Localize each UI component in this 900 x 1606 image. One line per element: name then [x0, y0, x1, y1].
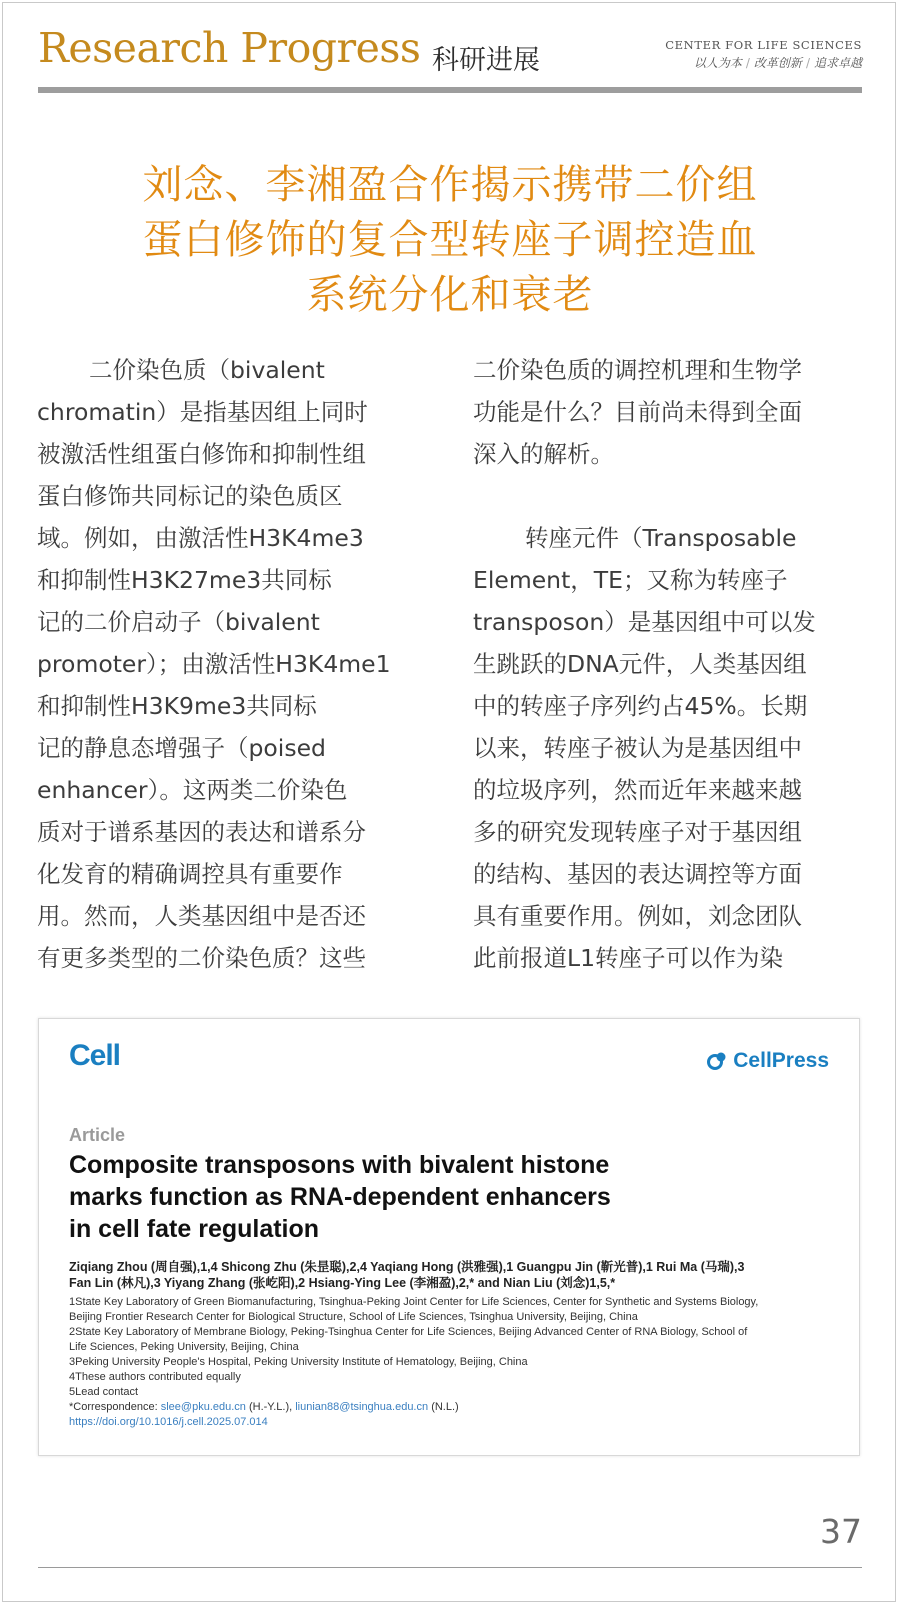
- section-title-en: Research Progress: [38, 24, 421, 72]
- body-line-text: 具有重要作用。例如，刘念团队: [473, 902, 802, 930]
- body-line: [37, 895, 429, 937]
- cellpress-text: CellPress: [733, 1049, 829, 1072]
- body-line: [473, 391, 865, 433]
- email-attribution-2: (N.L.): [431, 1401, 459, 1413]
- section-title-cn: 科研进展: [432, 45, 540, 76]
- body-line-text: 域。例如，由激活性H3K4me3: [37, 524, 364, 552]
- body-line-text: chromatin）是指基因组上同时: [37, 398, 368, 426]
- body-line: [37, 475, 429, 517]
- header-divider: [38, 87, 862, 93]
- body-line: [473, 895, 865, 937]
- body-line: [473, 349, 865, 391]
- body-line: [37, 559, 429, 601]
- affiliation-line: Beijing Frontier Research Center for Biological Structure, School of Life Sciences, Tsinghua University, Beijing, China: [69, 1311, 638, 1323]
- paper-title-line: in cell fate regulation: [69, 1215, 320, 1243]
- body-line: [37, 685, 429, 727]
- paper-affiliations: [69, 1295, 839, 1430]
- motto-1: 以人为本: [693, 56, 742, 70]
- motto-3: 追求卓越: [813, 56, 862, 70]
- body-line: [37, 601, 429, 643]
- body-line-text: 和抑制性H3K9me3共同标: [37, 692, 317, 720]
- body-line-text: 此前报道L1转座子可以作为染: [473, 944, 784, 972]
- body-line: [37, 391, 429, 433]
- body-line: [473, 517, 865, 559]
- body-line: [37, 853, 429, 895]
- cellpress-logo: [706, 1049, 829, 1073]
- body-line: [37, 727, 429, 769]
- body-line-text: 中的转座子序列约占45%。长期: [473, 692, 808, 720]
- body-line-text: 生跳跃的DNA元件，人类基因组: [473, 650, 807, 678]
- body-line-text: 蛋白修饰共同标记的染色质区: [37, 482, 343, 510]
- body-column-right: [473, 349, 865, 979]
- affiliation-line: 2State Key Laboratory of Membrane Biology, Peking-Tsinghua Center for Life Sciences, Beijing Advanced Center of RNA Biology, School of: [69, 1326, 748, 1338]
- body-line: [473, 433, 865, 475]
- motto-2: 改革创新: [753, 56, 802, 70]
- body-line: [473, 727, 865, 769]
- correspondence-label: *Correspondence:: [69, 1401, 158, 1413]
- body-line: [37, 349, 429, 391]
- body-line-text: promoter）；由激活性H3K4me1: [37, 650, 391, 678]
- body-line-text: enhancer）。这两类二价染色: [37, 776, 348, 804]
- email-link-1[interactable]: slee@pku.edu.cn: [160, 1401, 246, 1413]
- body-line-text: 二价染色质（bivalent: [89, 356, 325, 384]
- body-line-text: 多的研究发现转座子对于基因组: [473, 818, 802, 846]
- center-name: CENTER FOR LIFE SCIENCES: [665, 38, 862, 52]
- affiliation-line: 4These authors contributed equally: [69, 1371, 241, 1383]
- body-line-text: 以来，转座子被认为是基因组中: [473, 734, 802, 762]
- email-attribution-1: (H.-Y.L.),: [248, 1401, 293, 1413]
- headline-line: 蛋白修饰的复合型转座子调控造血: [142, 217, 758, 263]
- body-line-text: 记的静息态增强子（poised: [37, 734, 326, 762]
- paper-authors: [69, 1259, 839, 1291]
- article-type-label: Article: [69, 1125, 126, 1145]
- body-line: [473, 769, 865, 811]
- body-line: [473, 601, 865, 643]
- affiliation-line: Life Sciences, Peking University, Beijing, China: [69, 1341, 299, 1353]
- body-line: [473, 853, 865, 895]
- body-line-text: 和抑制性H3K27me3共同标: [37, 566, 332, 594]
- body-line: [37, 937, 429, 979]
- body-line-text: 的垃圾序列，然而近年来越来越: [473, 776, 802, 804]
- paragraph-gap: [473, 475, 865, 517]
- body-line-text: 的结构、基因的表达调控等方面: [473, 860, 802, 888]
- body-line: [37, 433, 429, 475]
- paper-title-line: marks function as RNA-dependent enhancers: [69, 1183, 611, 1211]
- correspondence-line: [69, 1400, 839, 1415]
- body-line-text: 深入的解析。: [473, 440, 614, 468]
- mottos: [665, 54, 862, 71]
- motto-separator: /: [805, 56, 810, 70]
- body-line: [37, 769, 429, 811]
- body-line: [37, 643, 429, 685]
- body-line: [473, 811, 865, 853]
- footer-divider: [38, 1567, 862, 1568]
- doi-link[interactable]: https://doi.org/10.1016/j.cell.2025.07.014: [69, 1416, 268, 1428]
- body-line-text: 二价染色质的调控机理和生物学: [473, 356, 802, 384]
- headline-line: 系统分化和衰老: [306, 272, 594, 318]
- body-line: [37, 517, 429, 559]
- affiliation-line: 3Peking University People's Hospital, Peking University Institute of Hematology, Beijing, China: [69, 1356, 528, 1368]
- body-line-text: 有更多类型的二价染色质？这些: [37, 944, 366, 972]
- body-line-text: transposon）是基因组中可以发: [473, 608, 816, 636]
- cell-journal-logo: Cell: [69, 1039, 121, 1072]
- author-line: Ziqiang Zhou (周自强),1,4 Shicong Zhu (朱昰聪),2,4 Yaqiang Hong (洪雅强),1 Guangpu Jin (靳光普),1 Rui Ma (马瑞),3: [69, 1260, 745, 1274]
- body-line: [473, 937, 865, 979]
- cellpress-icon: [706, 1050, 728, 1072]
- center-branding: [665, 38, 862, 71]
- paper-title: [69, 1149, 809, 1245]
- body-line: [473, 643, 865, 685]
- body-line-text: 用。然而，人类基因组中是否还: [37, 902, 366, 930]
- motto-separator: /: [745, 56, 750, 70]
- body-line: [37, 811, 429, 853]
- email-link-2[interactable]: liunian88@tsinghua.edu.cn: [295, 1401, 429, 1413]
- body-line-text: 化发育的精确调控具有重要作: [37, 860, 343, 888]
- paper-title-line: Composite transposons with bivalent histone: [69, 1151, 610, 1179]
- headline-line: 刘念、李湘盈合作揭示携带二价组: [142, 162, 758, 208]
- author-line: Fan Lin (林凡),3 Yiyang Zhang (张屹阳),2 Hsiang-Ying Lee (李湘盈),2,* and Nian Liu (刘念)1,5,*: [69, 1276, 616, 1290]
- body-line-text: 记的二价启动子（bivalent: [37, 608, 320, 636]
- body-line-text: 转座元件（Transposable: [525, 524, 797, 552]
- affiliation-line: 1State Key Laboratory of Green Biomanufacturing, Tsinghua-Peking Joint Center for Life Sciences, Center for Synthetic and Systems Biology,: [69, 1296, 759, 1308]
- body-line-text: 功能是什么？目前尚未得到全面: [473, 398, 802, 426]
- page-number: 37: [820, 1512, 862, 1551]
- body-line-text: 被激活性组蛋白修饰和抑制性组: [37, 440, 366, 468]
- body-line-text: 质对于谱系基因的表达和谱系分: [37, 818, 366, 846]
- article-headline: [60, 158, 840, 323]
- body-line: [473, 559, 865, 601]
- paper-figure: [38, 1018, 860, 1456]
- body-line-text: Element，TE；又称为转座子: [473, 566, 788, 594]
- affiliation-line: 5Lead contact: [69, 1386, 139, 1398]
- body-column-left: [37, 349, 429, 979]
- body-line: [473, 685, 865, 727]
